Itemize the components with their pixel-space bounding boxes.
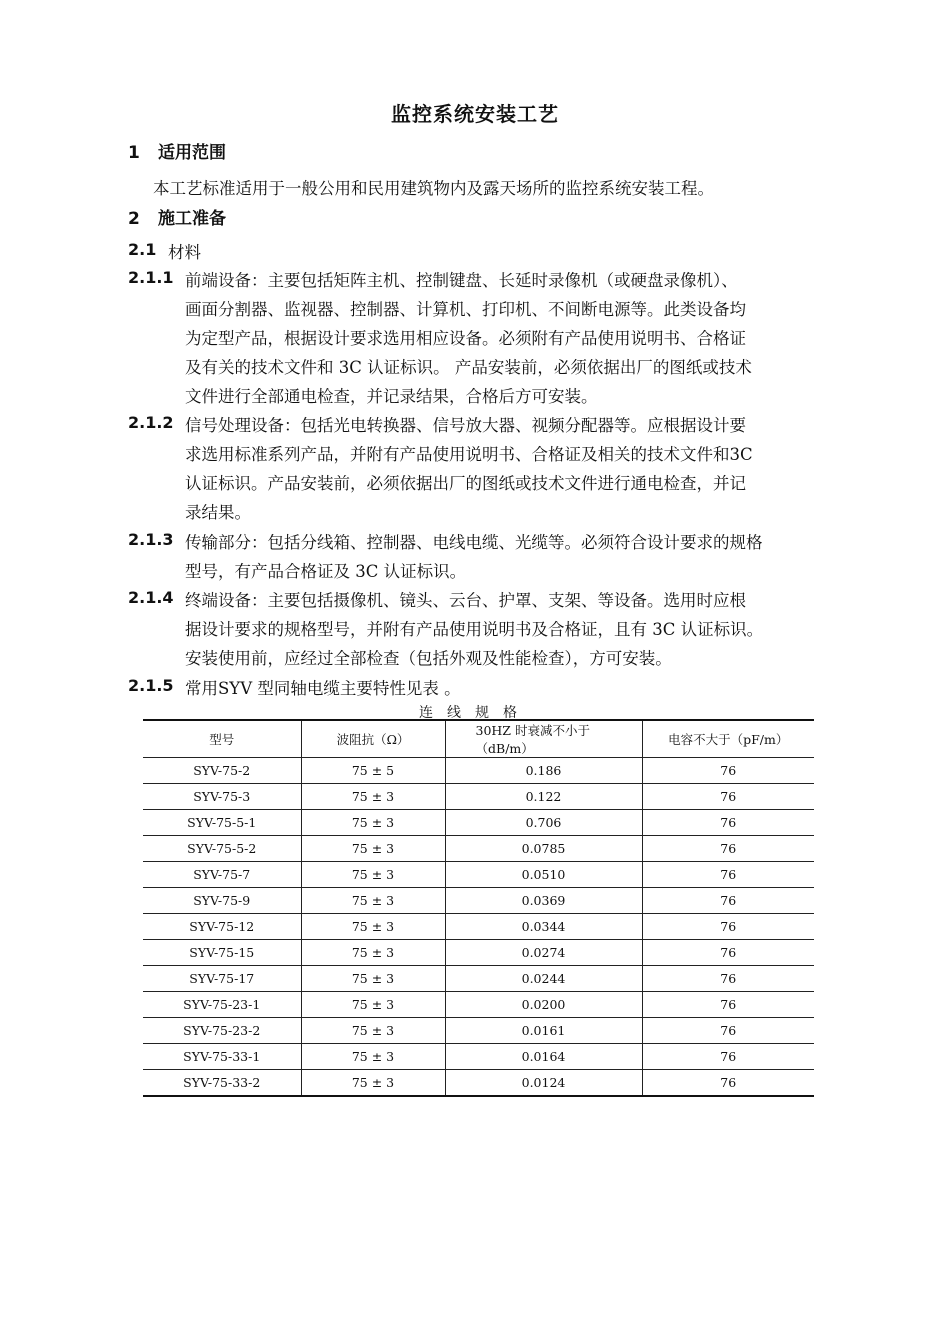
cell-model: SYV-75-17 [143, 966, 301, 992]
table-row [143, 992, 814, 1018]
cell-capacitance: 76 [642, 758, 814, 784]
cell-capacitance: 76 [642, 966, 814, 992]
paragraph-line: 前端设备：主要包括矩阵主机、控制键盘、长延时录像机（或硬盘录像机）、 [185, 271, 738, 290]
paragraph-line: 安装使用前，应经过全部检查（包括外观及性能检查），方可安装。 [185, 649, 672, 668]
paragraph-line: 文件进行全部通电检查，并记录结果，合格后方可安装。 [185, 387, 598, 406]
cell-model: SYV-75-5-1 [143, 810, 301, 836]
cell-capacitance: 76 [642, 810, 814, 836]
cell-capacitance: 76 [642, 784, 814, 810]
cell-attenuation: 0.0344 [445, 914, 642, 940]
paragraph-line: 终端设备：主要包括摄像机、镜头、云台、护罩、支架、等设备。选用时应根 [185, 591, 746, 610]
clause-2-1-3-number: 2.1.3 [128, 530, 174, 549]
table-row [143, 810, 814, 836]
table-row [143, 1070, 814, 1097]
clause-2-1-label: 材料 [168, 243, 201, 262]
cell-impedance: 75 ± 3 [301, 992, 445, 1018]
cell-impedance: 75 ± 3 [301, 1070, 445, 1097]
cell-impedance: 75 ± 3 [301, 784, 445, 810]
paragraph-line: 认证标识。产品安装前，必须依据出厂的图纸或技术文件进行通电检查，并记 [185, 474, 746, 493]
paragraph-line: 据设计要求的规格型号，并附有产品使用说明书及合格证，且有 3C 认证标识。 [185, 620, 764, 639]
table-header-row [143, 720, 814, 758]
clause-2-1-4-number: 2.1.4 [128, 588, 174, 607]
cell-capacitance: 76 [642, 1018, 814, 1044]
cell-capacitance: 76 [642, 1044, 814, 1070]
table-row [143, 784, 814, 810]
cell-impedance: 75 ± 3 [301, 966, 445, 992]
cell-impedance: 75 ± 3 [301, 836, 445, 862]
table-row [143, 1044, 814, 1070]
column-header-capacitance: 电容不大于（pF/m） [642, 720, 814, 758]
section-2-heading [128, 204, 226, 229]
table-row [143, 940, 814, 966]
cell-attenuation: 0.0274 [445, 940, 642, 966]
cell-model: SYV-75-9 [143, 888, 301, 914]
cell-capacitance: 76 [642, 914, 814, 940]
cell-attenuation: 0.0161 [445, 1018, 642, 1044]
paragraph-line: 录结果。 [185, 503, 251, 522]
table-row [143, 966, 814, 992]
table-row [143, 1018, 814, 1044]
cell-impedance: 75 ± 3 [301, 1044, 445, 1070]
paragraph-line: 为定型产品，根据设计要求选用相应设备。必须附有产品使用说明书、合格证 [185, 329, 746, 348]
paragraph-line: 画面分割器、监视器、控制器、计算机、打印机、不间断电源等。此类设备均 [185, 300, 746, 319]
column-header-model: 型号 [143, 720, 301, 758]
column-header-impedance: 波阻抗（Ω） [301, 720, 445, 758]
cell-model: SYV-75-33-1 [143, 1044, 301, 1070]
cell-attenuation: 0.0124 [445, 1070, 642, 1097]
table-caption: 连线规格 [419, 705, 531, 721]
cell-model: SYV-75-3 [143, 784, 301, 810]
cell-attenuation: 0.122 [445, 784, 642, 810]
column-header-attenuation: 30HZ 时衰减不小于（dB/m） [445, 720, 642, 758]
cell-model: SYV-75-2 [143, 758, 301, 784]
cell-attenuation: 0.0369 [445, 888, 642, 914]
paragraph-line: 传输部分：包括分线箱、控制器、电线电缆、光缆等。必须符合设计要求的规格 [185, 533, 763, 552]
cell-capacitance: 76 [642, 888, 814, 914]
cell-impedance: 75 ± 3 [301, 940, 445, 966]
cell-model: SYV-75-7 [143, 862, 301, 888]
cell-impedance: 75 ± 3 [301, 888, 445, 914]
cell-capacitance: 76 [642, 862, 814, 888]
cell-model: SYV-75-5-2 [143, 836, 301, 862]
cell-attenuation: 0.706 [445, 810, 642, 836]
cell-attenuation: 0.0510 [445, 862, 642, 888]
cell-impedance: 75 ± 3 [301, 914, 445, 940]
cell-capacitance: 76 [642, 940, 814, 966]
section-number: 1 [128, 143, 140, 163]
document-title: 监控系统安装工艺 [391, 102, 559, 126]
cell-attenuation: 0.186 [445, 758, 642, 784]
table-row [143, 836, 814, 862]
table-row [143, 758, 814, 784]
cell-model: SYV-75-15 [143, 940, 301, 966]
cell-capacitance: 76 [642, 836, 814, 862]
cell-attenuation: 0.0785 [445, 836, 642, 862]
table-row [143, 888, 814, 914]
clause-2-1-2-number: 2.1.2 [128, 413, 174, 432]
table-row [143, 862, 814, 888]
clause-2-1-number: 2.1 [128, 240, 157, 259]
section-title: 适用范围 [158, 143, 226, 163]
section-1-heading [128, 138, 226, 163]
section-1-text: 本工艺标准适用于一般公用和民用建筑物内及露天场所的监控系统安装工程。 [153, 179, 714, 198]
clause-2-1-1-number: 2.1.1 [128, 268, 174, 287]
cell-capacitance: 76 [642, 992, 814, 1018]
section-number: 2 [128, 209, 140, 229]
table-row [143, 914, 814, 940]
cell-model: SYV-75-23-2 [143, 1018, 301, 1044]
clause-2-1-5-number: 2.1.5 [128, 676, 174, 695]
cell-impedance: 75 ± 3 [301, 862, 445, 888]
table-body [143, 758, 814, 1097]
paragraph-line: 型号，有产品合格证及 3C 认证标识。 [185, 562, 467, 581]
cable-spec-table [143, 719, 814, 1097]
cell-model: SYV-75-23-1 [143, 992, 301, 1018]
cell-capacitance: 76 [642, 1070, 814, 1097]
cell-model: SYV-75-33-2 [143, 1070, 301, 1097]
paragraph-line: 信号处理设备：包括光电转换器、信号放大器、视频分配器等。应根据设计要 [185, 416, 746, 435]
section-title: 施工准备 [158, 209, 226, 229]
cell-attenuation: 0.0200 [445, 992, 642, 1018]
cell-attenuation: 0.0244 [445, 966, 642, 992]
cell-attenuation: 0.0164 [445, 1044, 642, 1070]
paragraph-line: 及有关的技术文件和 3C 认证标识。 产品安装前，必须依据出厂的图纸或技术 [185, 358, 752, 377]
cell-model: SYV-75-12 [143, 914, 301, 940]
paragraph-line: 常用SYV 型同轴电缆主要特性见表 。 [185, 679, 461, 698]
cell-impedance: 75 ± 5 [301, 758, 445, 784]
cell-impedance: 75 ± 3 [301, 810, 445, 836]
cell-impedance: 75 ± 3 [301, 1018, 445, 1044]
paragraph-line: 求选用标准系列产品，并附有产品使用说明书、合格证及相关的技术文件和3C [185, 445, 753, 464]
